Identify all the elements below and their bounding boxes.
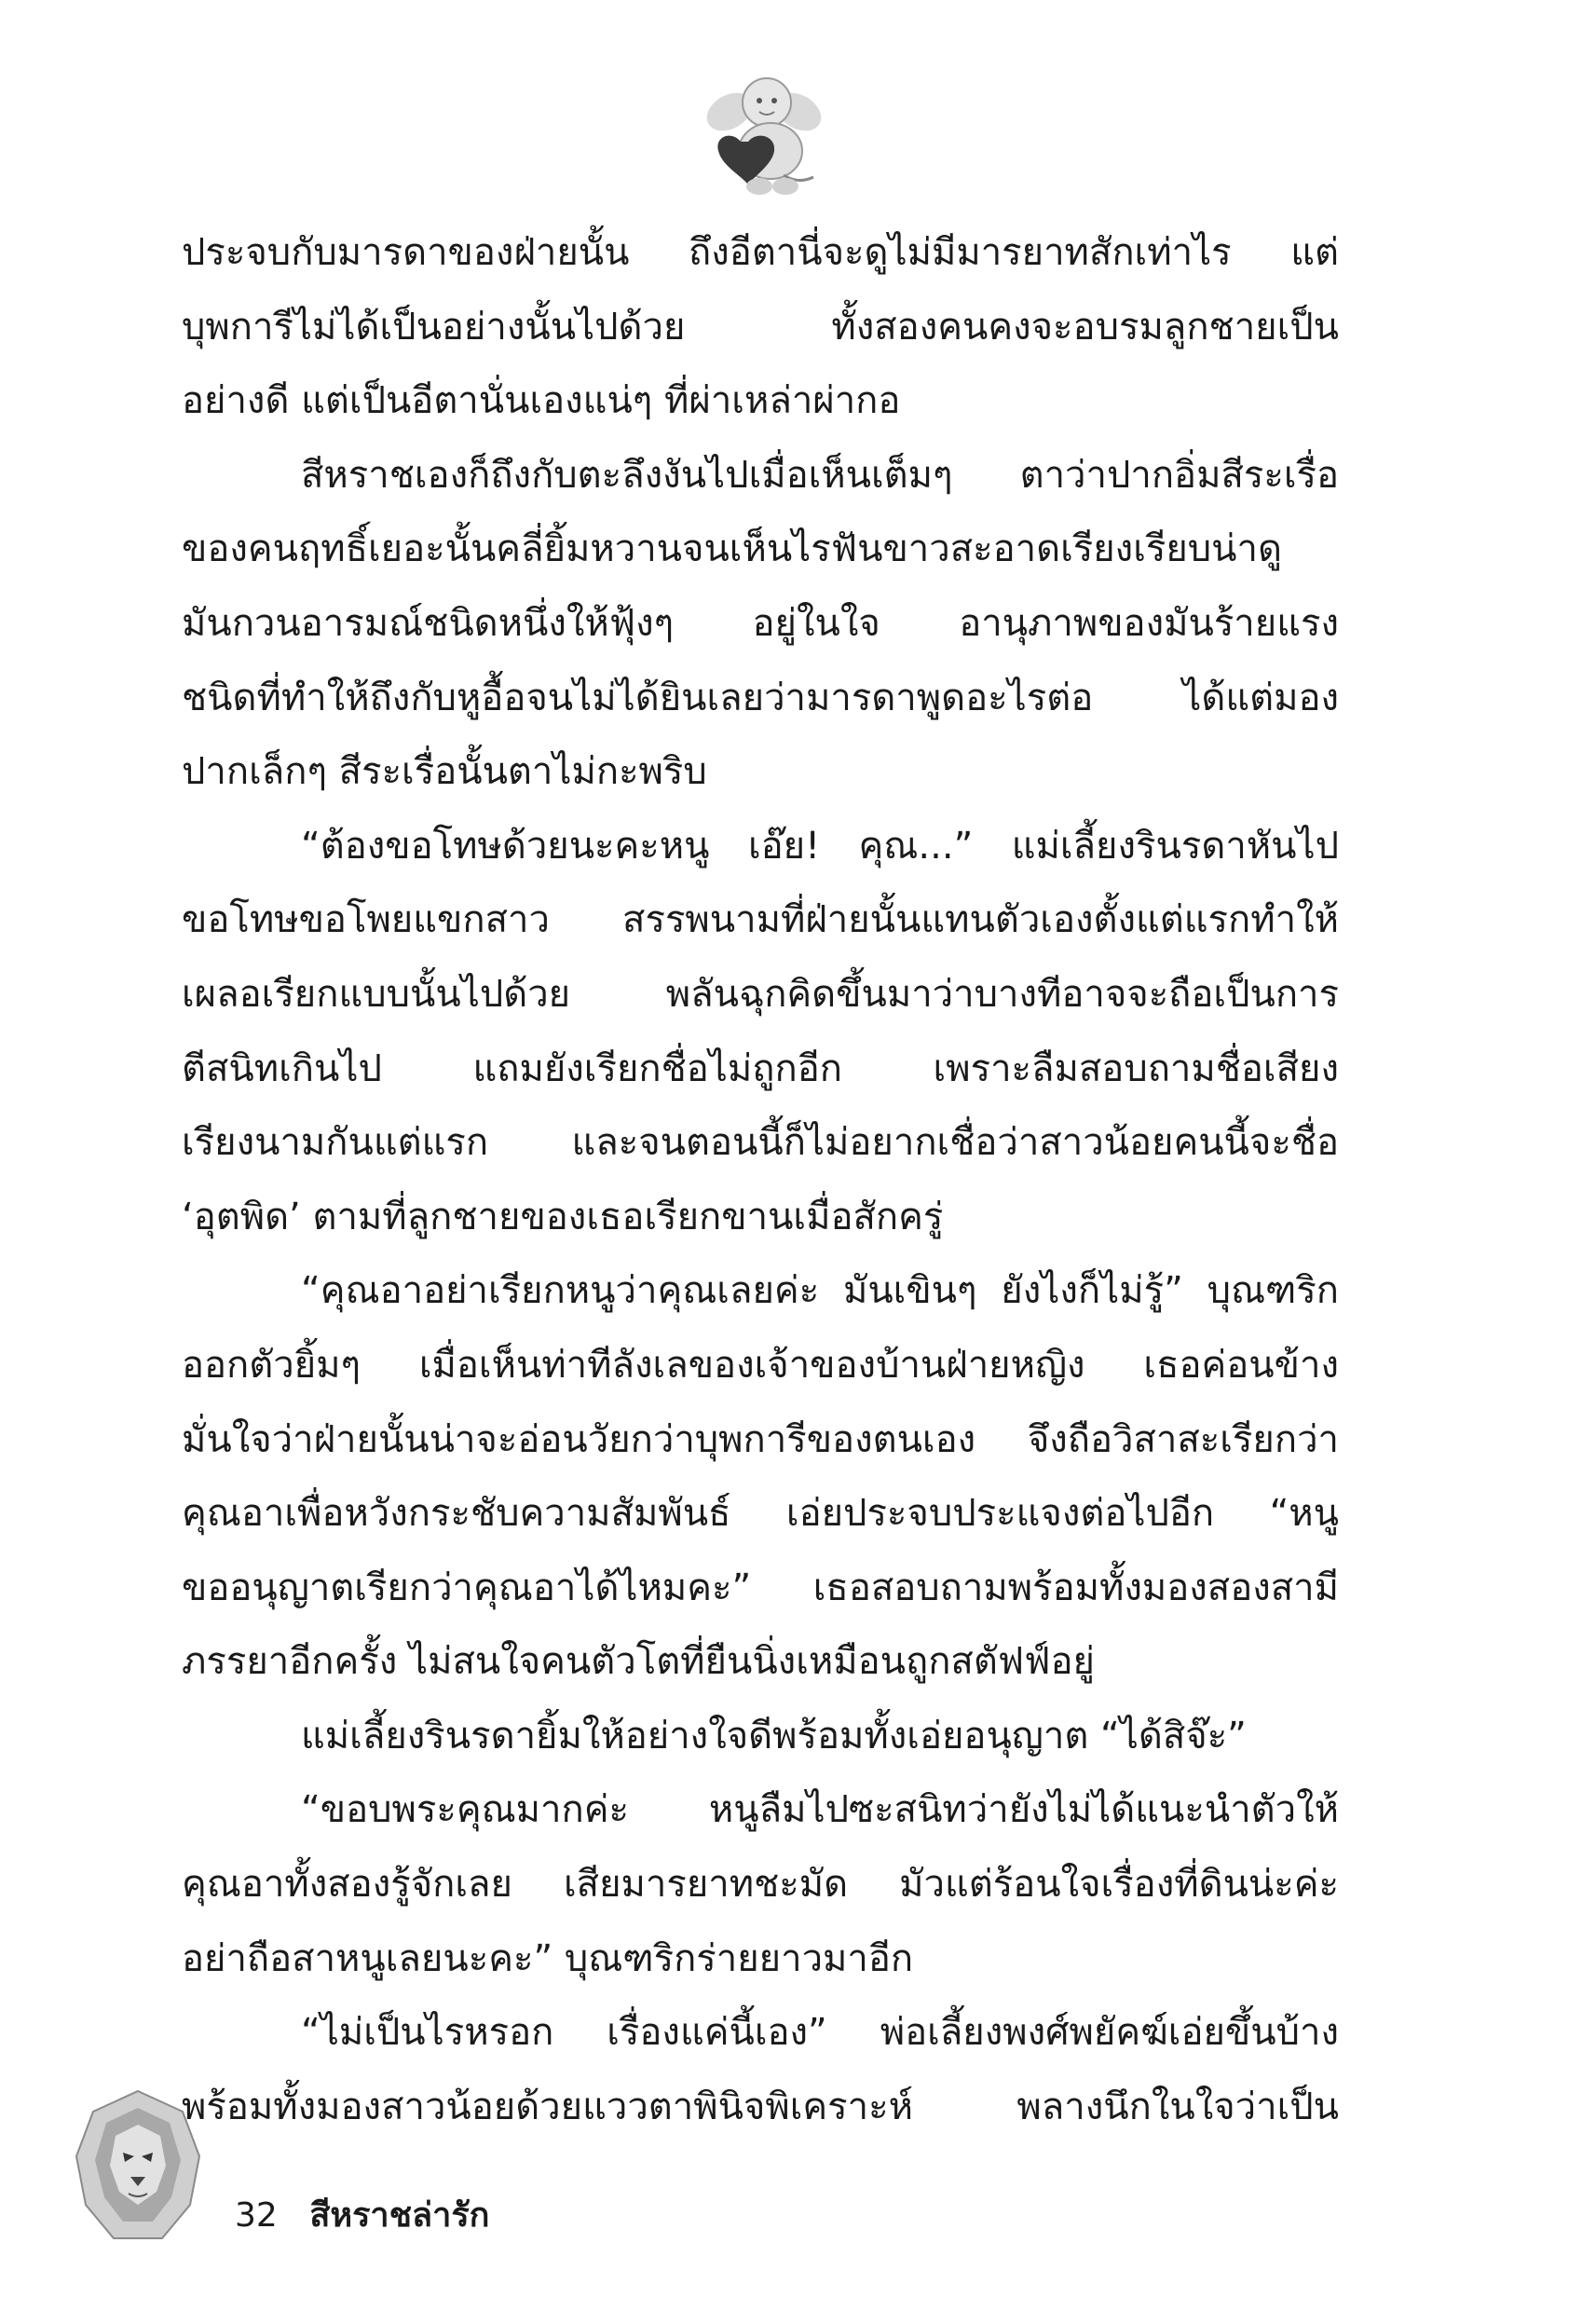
text-line: แม่เลี้ยงรินรดายิ้มให้อย่างใจดีพร้อมทั้งเอ่ยอนุญาต “ได้สิจ๊ะ” — [301, 1714, 1247, 1757]
text-line: บุพการีไม่ได้เป็นอย่างนั้นไปด้วย ทั้งสองคนคงจะอบรมลูกชายเป็น — [182, 305, 1339, 349]
text-line: ‘อุตพิด’ ตามที่ลูกชายของเธอเรียกขานเมื่อสักครู่ — [182, 1195, 944, 1238]
text-line: ภรรยาอีกครั้ง ไม่สนใจคนตัวโตที่ยืนนิ่งเหมือนถูกสตัฟฟ์อยู่ — [182, 1640, 1095, 1684]
text-line: ตีสนิทเกินไป แถมยังเรียกชื่อไม่ถูกอีก เพราะลืมสอบถามชื่อเสียง — [182, 1046, 1339, 1090]
text-line: ประจบกับมารดาของฝ่ายนั้น ถึงอีตานี่จะดูไม่มีมารยาทสักเท่าไร แต่ — [182, 231, 1339, 274]
text-line: “คุณอาอย่าเรียกหนูว่าคุณเลยค่ะ มันเขินๆ ยังไงก็ไม่รู้” บุณฑริก — [301, 1269, 1339, 1313]
text-line: เรียงนามกันแต่แรก และจนตอนนี้ก็ไม่อยากเชื่อว่าสาวน้อยคนนี้จะชื่อ — [182, 1121, 1339, 1165]
page-number: 32 — [235, 2196, 278, 2235]
text-line: คุณอาเพื่อหวังกระชับความสัมพันธ์ เอ่ยประจบประแจงต่อไปอีก “หนู — [182, 1492, 1339, 1536]
lion-head-icon — [73, 2087, 203, 2246]
text-line: ชนิดที่ทำให้ถึงกับหูอื้อจนไม่ได้ยินเลยว่ามารดาพูดอะไรต่อ ได้แต่มอง — [182, 676, 1339, 719]
text-line: พร้อมทั้งมองสาวน้อยด้วยแววตาพินิจพิเคราะห์ พลางนึกในใจว่าเป็น — [182, 2085, 1339, 2128]
text-line: ออกตัวยิ้มๆ เมื่อเห็นท่าทีลังเลของเจ้าของบ้านฝ่ายหญิง เธอค่อนข้าง — [182, 1343, 1339, 1387]
page-footer — [235, 2188, 489, 2241]
text-line: “ไม่เป็นไรหรอก เรื่องแค่นี้เอง” พ่อเลี้ยงพงศ์พยัคฆ์เอ่ยขึ้นบ้าง — [301, 2011, 1339, 2055]
text-line: “ต้องขอโทษด้วยนะคะหนู เอ๊ย! คุณ...” แม่เลี้ยงรินรดาหันไป — [301, 824, 1339, 868]
text-line: ปากเล็กๆ สีระเรื่อนั้นตาไม่กะพริบ — [182, 750, 707, 794]
text-line: คุณอาทั้งสองรู้จักเลย เสียมารยาทชะมัด มัวแต่ร้อนใจเรื่องที่ดินน่ะค่ะ — [182, 1863, 1339, 1907]
text-line: ขอโทษขอโพยแขกสาว สรรพนามที่ฝ่ายนั้นแทนตัวเองตั้งแต่แรกทำให้ — [182, 898, 1339, 942]
cupid-with-heart-icon — [694, 75, 834, 200]
body-text — [182, 216, 1339, 2144]
text-line: ขออนุญาตเรียกว่าคุณอาได้ไหมคะ” เธอสอบถามพร้อมทั้งมองสองสามี — [182, 1566, 1339, 1609]
text-line: อย่างดี แต่เป็นอีตานั่นเองแน่ๆ ที่ผ่าเหล่าผ่ากอ — [182, 379, 901, 423]
text-line: เผลอเรียกแบบนั้นไปด้วย พลันฉุกคิดขึ้นมาว่าบางทีอาจจะถือเป็นการ — [182, 972, 1339, 1016]
text-line: สีหราชเองก็ถึงกับตะลึงงันไปเมื่อเห็นเต็มๆ ตาว่าปากอิ่มสีระเรื่อ — [301, 453, 1339, 497]
text-line: ของคนฤทธิ์เยอะนั้นคลี่ยิ้มหวานจนเห็นไรฟันขาวสะอาดเรียงเรียบน่าดู — [182, 527, 1282, 571]
book-title: สีหราชล่ารัก — [309, 2196, 490, 2235]
text-line: มั่นใจว่าฝ่ายนั้นน่าจะอ่อนวัยกว่าบุพการีของตนเอง จึงถือวิสาสะเรียกว่า — [182, 1417, 1339, 1461]
text-line: มันกวนอารมณ์ชนิดหนึ่งให้ฟุ้งๆ อยู่ในใจ อานุภาพของมันร้ายแรง — [182, 601, 1339, 645]
text-line: อย่าถือสาหนูเลยนะคะ” บุณฑริกร่ายยาวมาอีก — [182, 1936, 914, 1980]
text-line: “ขอบพระคุณมากค่ะ หนูลืมไปซะสนิทว่ายังไม่ได้แนะนำตัวให้ — [301, 1788, 1339, 1832]
